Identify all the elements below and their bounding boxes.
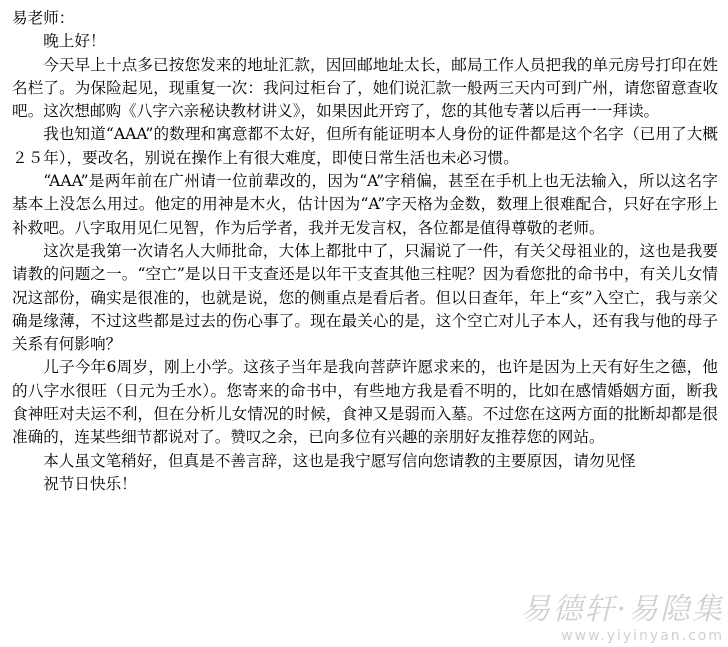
letter-greeting: 晚上好！ — [43, 32, 106, 51]
letter-paragraph-son: 儿子今年6周岁，刚上小学。这孩子当年是我向菩萨许愿求来的，也许是因为上天有好生之德，他的八字水很旺（日元为壬水）。您寄来的命书中，有些地方我是看不明的，比如在感情婚姻方面，断我食神旺对夫运不利，但在分析儿女情况的时候，食神又是弱而入墓。不过您在这两方面的批断却都是很准确的，连某些细节都说对了。赞叹之余，已向多位有兴趣的亲朋好友推荐您的网站。 — [12, 358, 718, 447]
letter-paragraph-question: 这次是我第一次请名人大师批命，大体上都批中了，只漏说了一件，有关父母祖业的，这也是我要请教的问题之一。“空亡”是以日干支查还是以年干支查其他三柱呢？因为看您批的命书中，有关儿女情况这部份，确实是很准的，也就是说，您的侧重点是看后者。但以日查年，年上“亥”入空亡，我与亲父确是缘薄，不过这些都是过去的伤心事了。现在最关心的是，这个空亡对儿子本人，还有我与他的母子关系有何影响？ — [12, 241, 718, 354]
letter-paragraph-wishes: 祝节日快乐！ — [43, 474, 137, 493]
site-watermark — [484, 593, 724, 645]
letter-paragraph-name-origin: “AAA”是两年前在广州请一位前辈改的，因为“A”字稍偏，甚至在手机上也无法输入，所以这名字基本上没怎么用过。他定的用神是木火，估计因为“A”字天格为金数，数理上很难配合，只好在字形上补救吧。八字取用见仁见智，作为后学者，我并无发言权，各位都是值得尊敬的老师。 — [12, 172, 718, 237]
watermark-url: www.yiyinyan.com — [561, 628, 724, 644]
letter-paragraph-remittance: 今天早上十点多已按您发来的地址汇款，因回邮地址太长，邮局工作人员把我的单元房号打印在姓名栏了。为保险起见，现重复一次：我问过柜台了，她们说汇款一般两三天内可到广州，请您留意查收吧。这次想邮购《八字六亲秘诀教材讲义》，如果因此开窍了，您的其他专著以后再一一拜读。 — [12, 55, 718, 121]
watermark-brand: 易德轩·易隐集 — [520, 592, 724, 627]
letter-salutation: 易老师： — [12, 9, 75, 27]
letter-paragraph-name-meaning: 我也知道“AAA”的数理和寓意都不太好，但所有能证明本人身份的证件都是这个名字（已用了大概２５年），要改名，别说在操作上有很大难度，即使日常生活也未必习惯。 — [12, 125, 718, 167]
letter-paragraph-closing: 本人虽文笔稍好，但真是不善言辞，这也是我宁愿写信向您请教的主要原因，请勿见怪 — [43, 451, 636, 470]
letter-body — [12, 7, 718, 496]
